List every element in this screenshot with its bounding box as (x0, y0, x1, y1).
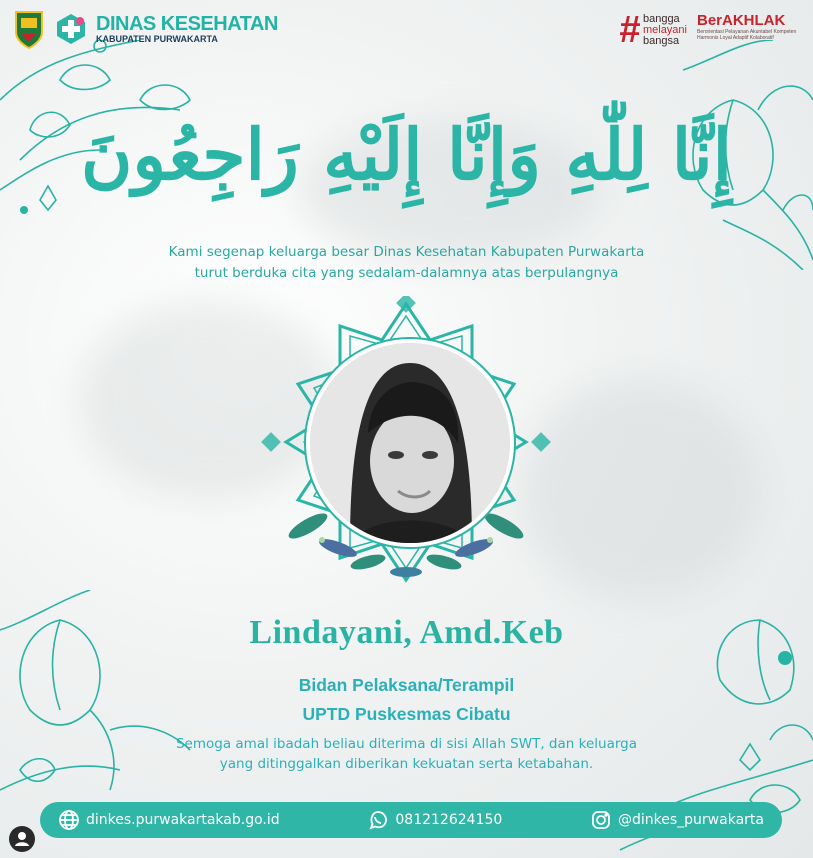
intro-line-2: turut berduka cita yang sedalam-dalamnya atas berpulangnya (194, 265, 619, 281)
prayer-line-1: Semoga amal ibadah beliau diterima di sisi Allah SWT, dan keluarga (175, 736, 637, 752)
instagram-handle[interactable]: @dinkes_purwakarta (618, 812, 764, 828)
bangga-melayani-bangsa-logo (618, 9, 687, 51)
deceased-photo (306, 339, 514, 547)
phone-number[interactable]: 081212624150 (395, 812, 503, 828)
portrait-image (310, 343, 510, 543)
instagram-icon (590, 809, 612, 831)
globe-icon (58, 809, 80, 831)
deceased-role (0, 671, 813, 729)
website-contact[interactable] (58, 809, 280, 831)
deceased-name: Lindayani, Amd.Keb (249, 614, 564, 651)
position-title: Bidan Pelaksana/Terampil (298, 675, 515, 695)
whatsapp-icon (367, 809, 389, 831)
contact-footer (40, 802, 782, 838)
prayer-text (0, 734, 813, 774)
prayer-line-2: yang ditinggalkan diberikan kekuatan serta ketabahan. (219, 756, 594, 772)
bmb-line-1: bangga (642, 12, 680, 25)
user-icon (9, 826, 35, 852)
header-left-logos (12, 8, 278, 50)
phone-contact[interactable] (367, 809, 502, 831)
berakhlak-subtitle: Berorientasi Pelayanan Akuntabel Kompeten Harmonis Loyal Adaptif Kolaboratif (697, 29, 797, 41)
bmb-line-2: melayani (642, 23, 687, 36)
header-right-logos (618, 9, 801, 51)
brand-block (96, 14, 278, 45)
berakhlak-title: BerAKHLAK (697, 12, 786, 29)
dinkes-logo (54, 12, 88, 46)
intro-text (0, 242, 813, 284)
website-link[interactable]: dinkes.purwakartakab.go.id (86, 812, 280, 828)
bmb-line-3: bangsa (642, 34, 680, 47)
viewer-avatar[interactable] (9, 826, 35, 852)
regency-crest-logo (12, 8, 46, 50)
instagram-contact[interactable] (590, 809, 764, 831)
work-unit: UPTD Puskesmas Cibatu (302, 704, 511, 724)
berakhlak-logo (697, 12, 801, 41)
brand-title: DINAS KESEHATAN (96, 12, 278, 35)
intro-line-1: Kami segenap keluarga besar Dinas Kesehatan Kabupaten Purwakarta (168, 244, 645, 260)
hashtag-icon: # (618, 9, 640, 51)
arabic-calligraphy: إِنَّا لِلّٰهِ وَإِنَّا إِلَيْهِ رَاجِعُونَ (80, 113, 733, 196)
brand-subtitle: KABUPATEN PURWAKARTA (96, 33, 218, 44)
